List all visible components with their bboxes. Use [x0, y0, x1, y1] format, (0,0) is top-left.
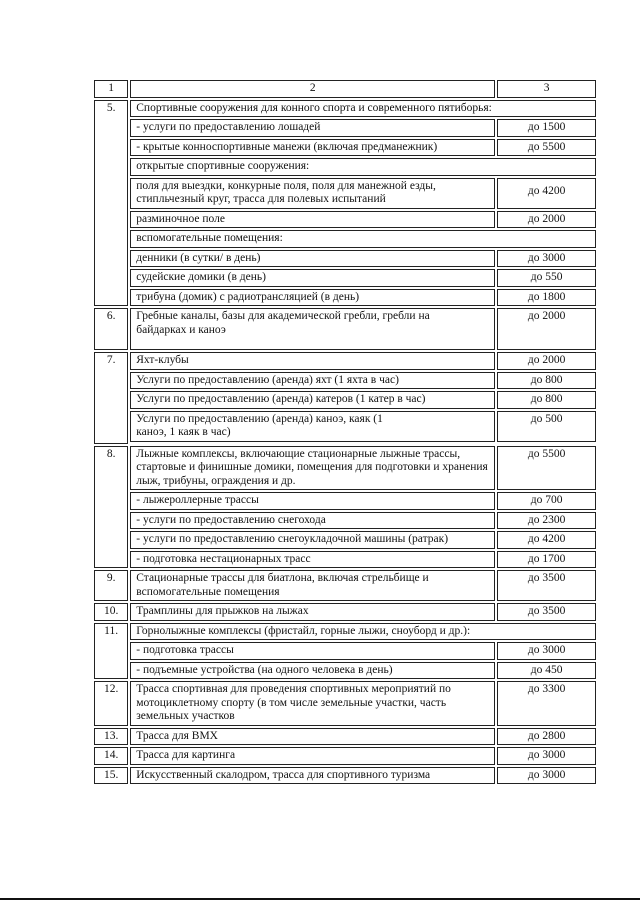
- row-name: Трамплины для прыжков на лыжах: [130, 603, 495, 621]
- header-col-1: 1: [94, 80, 128, 98]
- table-row: [94, 531, 596, 549]
- row-name: Лыжные комплексы, включающие стационарные лыжные трассы, стартовые и финишные домики, помещения для подготовки и хранения лыж, трибуны, ограждения и др.: [130, 446, 495, 491]
- table-row: [94, 269, 596, 287]
- row-name: - подъемные устройства (на одного человека в день): [130, 662, 495, 680]
- row-price: до 5500: [497, 446, 596, 491]
- row-price: до 450: [497, 662, 596, 680]
- table-row: [94, 603, 596, 621]
- row-number: 13.: [94, 728, 128, 746]
- header-col-2: 2: [130, 80, 495, 98]
- row-price: до 3000: [497, 642, 596, 660]
- table-row: [94, 230, 596, 248]
- table-row: [94, 512, 596, 530]
- row-price: до 800: [497, 372, 596, 390]
- row-name: судейские домики (в день): [130, 269, 495, 287]
- table-row: [94, 119, 596, 137]
- row-name: открытые спортивные сооружения:: [130, 158, 596, 176]
- row-price: до 800: [497, 391, 596, 409]
- row-name: - услуги по предоставлению снегохода: [130, 512, 495, 530]
- price-table: [92, 78, 598, 786]
- row-price: до 1800: [497, 289, 596, 307]
- row-number: 9.: [94, 570, 128, 601]
- row-number: 8.: [94, 446, 128, 569]
- page-bottom-border: [0, 898, 640, 900]
- row-name: Яхт-клубы: [130, 352, 495, 370]
- row-name: Стационарные трассы для биатлона, включая стрельбище и вспомогательные помещения: [130, 570, 495, 601]
- table-row: [94, 747, 596, 765]
- row-name: Услуги по предоставлению (аренда) катеров (1 катер в час): [130, 391, 495, 409]
- table-row: [94, 570, 596, 601]
- row-number: 12.: [94, 681, 128, 726]
- row-number: 10.: [94, 603, 128, 621]
- row-price: до 1700: [497, 551, 596, 569]
- table-row: [94, 411, 596, 442]
- table-row: [94, 681, 596, 726]
- table-row: [94, 623, 596, 641]
- row-price: до 4200: [497, 178, 596, 209]
- row-price: до 5500: [497, 139, 596, 157]
- table-row: [94, 308, 596, 350]
- row-price: до 3000: [497, 767, 596, 785]
- table-row: [94, 211, 596, 229]
- row-name: Трасса для ВМХ: [130, 728, 495, 746]
- row-number: 14.: [94, 747, 128, 765]
- row-name: - подготовка нестационарных трасс: [130, 551, 495, 569]
- row-name: Трасса для картинга: [130, 747, 495, 765]
- table-row: [94, 446, 596, 491]
- row-price: до 3000: [497, 747, 596, 765]
- table-row: [94, 767, 596, 785]
- row-price: до 2000: [497, 211, 596, 229]
- table-row: [94, 158, 596, 176]
- table-row: [94, 250, 596, 268]
- row-name: - услуги по предоставлению снегоукладочной машины (ратрак): [130, 531, 495, 549]
- row-name: - крытые конноспортивные манежи (включая предманежник): [130, 139, 495, 157]
- price-table-body: [94, 80, 596, 784]
- row-name: Горнолыжные комплексы (фристайл, горные лыжи, сноуборд и др.):: [130, 623, 596, 641]
- row-price: до 550: [497, 269, 596, 287]
- row-price: до 3500: [497, 570, 596, 601]
- row-price: до 3000: [497, 250, 596, 268]
- row-price: до 3300: [497, 681, 596, 726]
- row-name: Искусственный скалодром, трасса для спортивного туризма: [130, 767, 495, 785]
- row-price: до 1500: [497, 119, 596, 137]
- table-row: [94, 178, 596, 209]
- header-col-3: 3: [497, 80, 596, 98]
- row-name: - услуги по предоставлению лошадей: [130, 119, 495, 137]
- row-price: до 2800: [497, 728, 596, 746]
- row-name: разминочное поле: [130, 211, 495, 229]
- row-name: - лыжероллерные трассы: [130, 492, 495, 510]
- row-name: трибуна (домик) с радиотрансляцией (в день): [130, 289, 495, 307]
- row-name: Услуги по предоставлению (аренда) каноэ, каяк (1 каноэ, 1 каяк в час): [130, 411, 495, 442]
- table-row: [94, 352, 596, 370]
- table-row: [94, 662, 596, 680]
- table-row: [94, 372, 596, 390]
- row-name: вспомогательные помещения:: [130, 230, 596, 248]
- row-number: 15.: [94, 767, 128, 785]
- row-name: Спортивные сооружения для конного спорта и современного пятиборья:: [130, 100, 596, 118]
- row-price: до 500: [497, 411, 596, 442]
- table-header-row: [94, 80, 596, 98]
- table-row: [94, 728, 596, 746]
- row-name: поля для выездки, конкурные поля, поля для манежной езды, стипльчезный круг, трасса для полевых испытаний: [130, 178, 495, 209]
- row-name: Услуги по предоставлению (аренда) яхт (1 яхта в час): [130, 372, 495, 390]
- row-name: - подготовка трассы: [130, 642, 495, 660]
- table-row: [94, 551, 596, 569]
- row-name: Трасса спортивная для проведения спортивных мероприятий по мотоциклетному спорту (в том числе земельные участки, часть земельных участков: [130, 681, 495, 726]
- row-number: 5.: [94, 100, 128, 307]
- row-name: Гребные каналы, базы для академической гребли, гребли на байдарках и каноэ: [130, 308, 495, 350]
- row-number: 6.: [94, 308, 128, 350]
- row-price: до 4200: [497, 531, 596, 549]
- table-row: [94, 642, 596, 660]
- table-row: [94, 289, 596, 307]
- row-price: до 2000: [497, 308, 596, 350]
- row-price: до 700: [497, 492, 596, 510]
- table-row: [94, 139, 596, 157]
- row-price: до 2000: [497, 352, 596, 370]
- row-name: денники (в сутки/ в день): [130, 250, 495, 268]
- table-row: [94, 492, 596, 510]
- table-row: [94, 100, 596, 118]
- row-price: до 2300: [497, 512, 596, 530]
- row-price: до 3500: [497, 603, 596, 621]
- row-number: 7.: [94, 352, 128, 444]
- table-row: [94, 391, 596, 409]
- row-number: 11.: [94, 623, 128, 680]
